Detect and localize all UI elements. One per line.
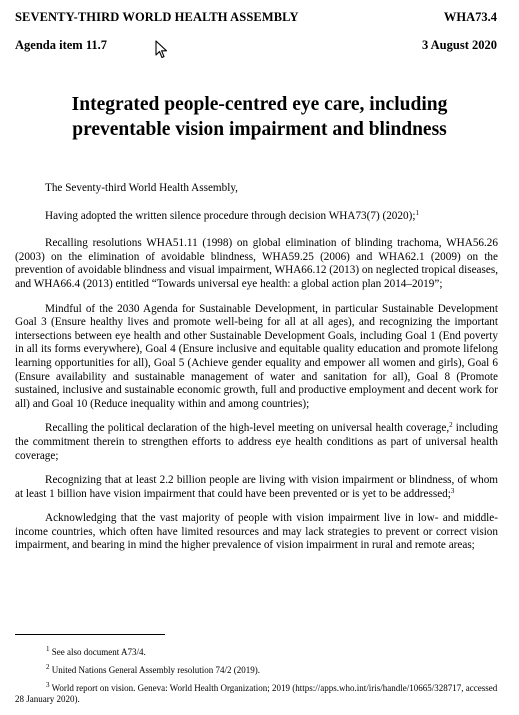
footnote-ref[interactable]: 3	[450, 486, 455, 495]
paragraph-text: Having adopted the written silence procedure through decision WHA73(7) (2020);	[45, 209, 416, 222]
footnote-number: 3	[46, 681, 50, 689]
document-title	[20, 92, 499, 142]
footnote	[15, 647, 498, 658]
title-line: Integrated people-centred eye care, including	[71, 94, 448, 115]
agenda-item: Agenda item 11.7	[15, 38, 108, 52]
preamble-paragraph	[15, 237, 498, 291]
footnote	[15, 683, 498, 705]
paragraph-text: Recalling the political declaration of the high-level meeting on universal health coverage,	[45, 422, 450, 435]
footnote-ref[interactable]: 1	[415, 208, 419, 217]
paragraph-text: Recognizing that at least 2.2 billion people are living with vision impairment or blindness, of whom at least 1 billion have vision impairment that could have been prevented or is yet to be addressed;	[15, 474, 498, 500]
paragraph-text: Acknowledging that the vast majority of people with vision impairment live in low- and middle-income countries, which often have limited resources and may lack strategies to prevent or correct vision impairment, and bearing in mind the higher prevalence of vision impairment in rural and remote areas;	[15, 512, 498, 552]
preamble-paragraph	[15, 210, 498, 224]
footnote-divider	[15, 634, 165, 635]
paragraph-text: Recalling resolutions WHA51.11 (1998) on global elimination of blinding trachoma, WHA56.26 (2003) on the elimination of avoidable blindness, WHA59.25 (2006) and WHA62.1 (2009) on the prevention of avoidable blindness and visual impairment, WHA66.12 (2013) on neglected tropical diseases, and WHA66.4 (2013) entitled “Towards universal eye health: a global action plan 2014–2019”;	[15, 237, 498, 290]
preamble-paragraph	[15, 474, 498, 501]
footnote-text: See also document A73/4.	[51, 647, 146, 657]
footnote-text[interactable]: World report on vision. Geneva: World Health Organization; 2019 (https://apps.who.int/iris/handle/10665/328717, accessed 28 January 2020).	[15, 683, 498, 704]
document-date: 3 August 2020	[421, 38, 497, 52]
preamble-paragraph	[15, 182, 498, 196]
title-line: preventable vision impairment and blindness	[72, 119, 447, 140]
paragraph-text: Mindful of the 2030 Agenda for Sustainable Development, in particular Sustainable Development Goal 3 (Ensure healthy lives and promote well-being for all at all ages), and recognizing the important intersections between eye health and other Sustainable Development Goals, including Goal 1 (End poverty in all its forms everywhere), Goal 4 (Ensure inclusive and equitable quality education and promote lifelong learning opportunities for all), Goal 5 (Achieve gender equality and empower all women and girls), Goal 6 (Ensure availability and sustainable management of water and sanitation for all), Goal 8 (Promote sustained, inclusive and sustainable economic growth, full and productive employment and decent work for all) and Goal 10 (Reduce inequality within and among countries);	[15, 302, 498, 410]
assembly-header: SEVENTY-THIRD WORLD HEALTH ASSEMBLY	[15, 10, 299, 24]
preamble-paragraph	[15, 512, 498, 553]
paragraph-text: including the commitment therein to strengthen efforts to address eye health conditions as part of universal health coverage;	[15, 422, 499, 462]
preamble-paragraph	[15, 303, 498, 412]
footnote-number: 2	[46, 663, 50, 671]
footnote-number: 1	[46, 645, 50, 653]
resolution-body	[15, 182, 498, 564]
preamble-paragraph	[15, 422, 498, 463]
mouse-pointer-icon	[155, 40, 169, 60]
footnote-ref[interactable]: 2	[449, 421, 453, 430]
paragraph-text: The Seventy-third World Health Assembly,	[45, 182, 238, 194]
resolution-number: WHA73.4	[443, 10, 497, 24]
footnote	[15, 665, 498, 676]
footnote-text: United Nations General Assembly resolution 74/2 (2019).	[51, 665, 260, 675]
